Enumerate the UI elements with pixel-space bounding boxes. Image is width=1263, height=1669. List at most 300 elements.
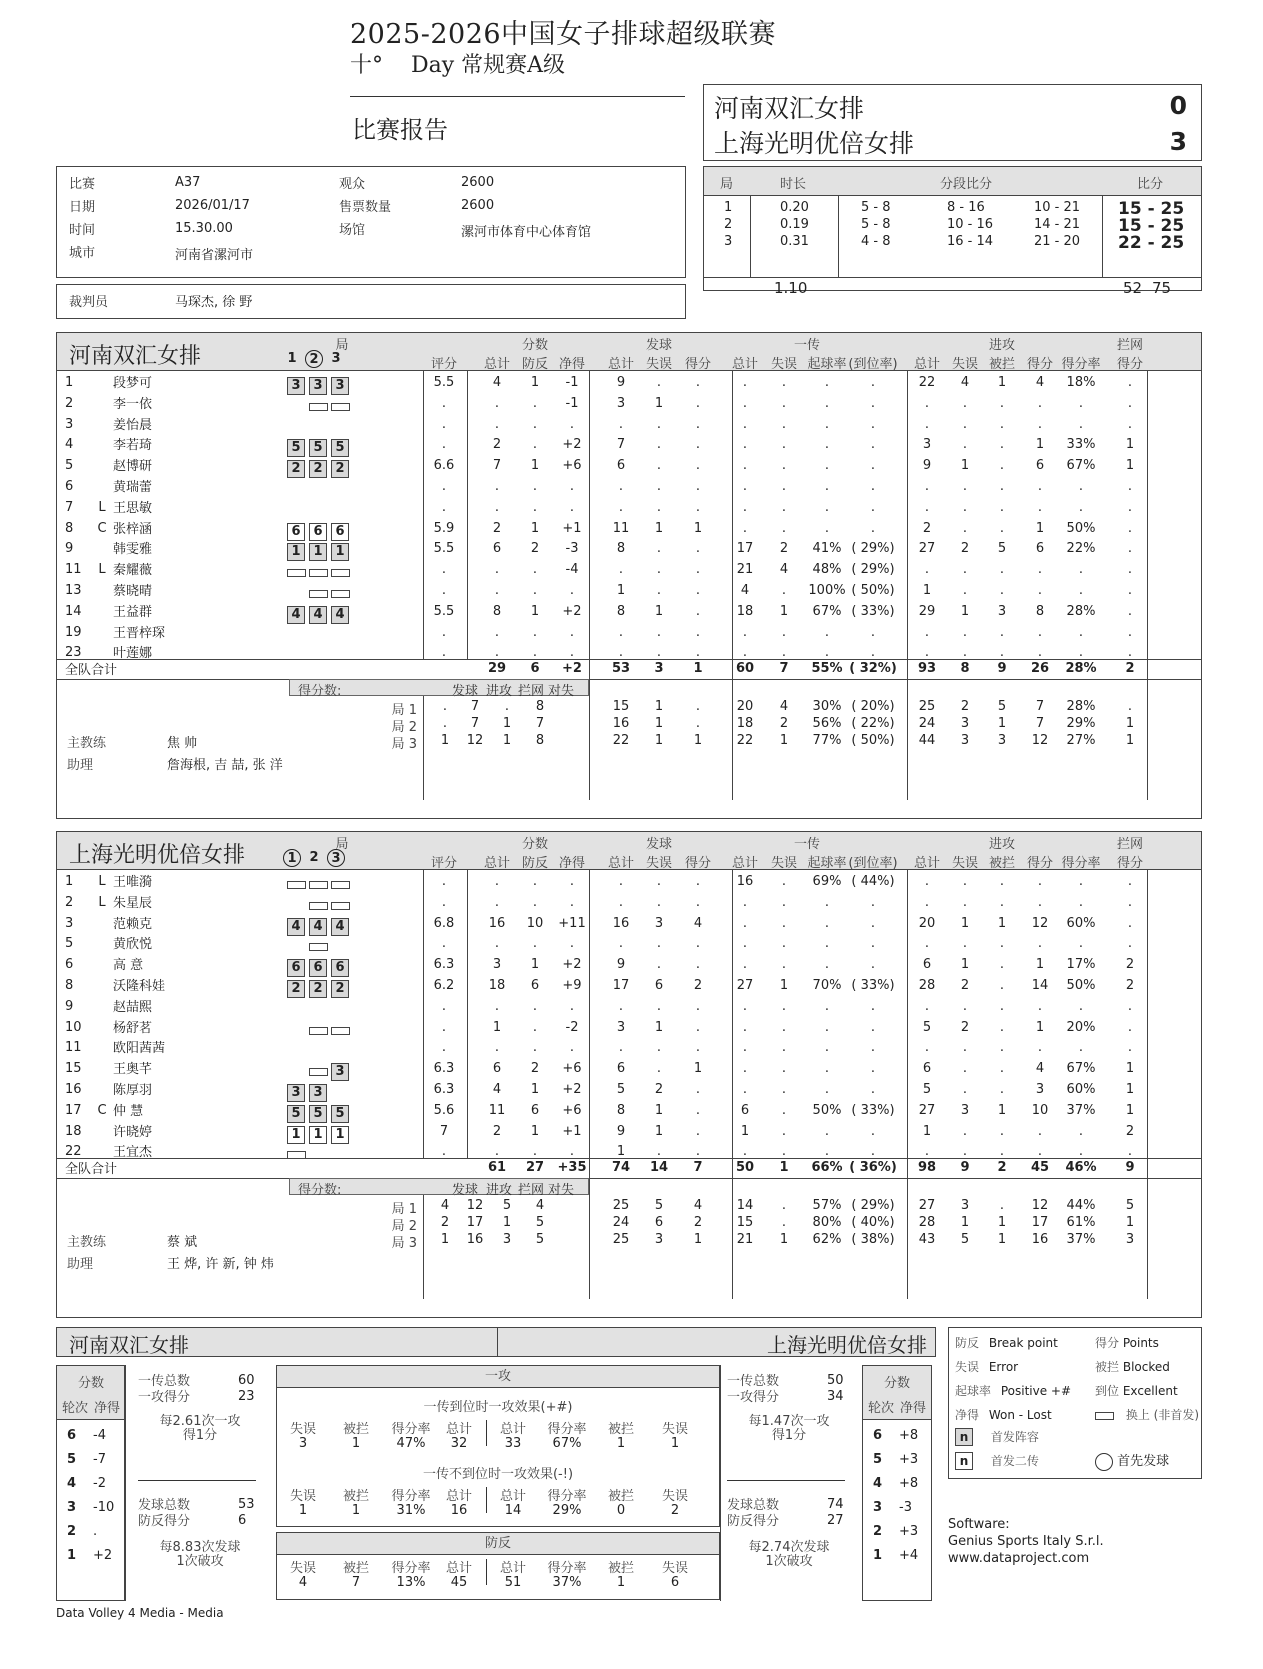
stat-pt: . bbox=[494, 416, 500, 432]
stat-value: 32 bbox=[450, 1436, 468, 1451]
col-header-atk-pct: 得分率 bbox=[1061, 856, 1101, 871]
col-header-rec-total: 总计 bbox=[731, 357, 758, 372]
stat-vote: . bbox=[441, 583, 447, 598]
stat-vote: . bbox=[441, 437, 447, 453]
stat-bp: 6 bbox=[530, 1102, 540, 1118]
sideout-ratio: 每1.47次一攻 bbox=[748, 1414, 830, 1429]
stat-rp: . bbox=[824, 520, 830, 536]
stat-bk: . bbox=[1127, 603, 1133, 619]
set-points-atk: 16 bbox=[466, 1232, 484, 1247]
stat-wl: +2 bbox=[562, 603, 582, 619]
efficiency-label: 发球总数 bbox=[138, 1498, 191, 1513]
stat-vote: . bbox=[441, 894, 447, 910]
stat-apc: . bbox=[1078, 1144, 1084, 1160]
stat-value: 1 bbox=[298, 1503, 308, 1518]
stat-wl: +9 bbox=[562, 978, 582, 993]
stat-ae: . bbox=[962, 894, 968, 910]
total-apc: 28% bbox=[1065, 661, 1097, 676]
stat-at: 5 bbox=[922, 1082, 932, 1097]
set-stat-ae: 3 bbox=[960, 1198, 970, 1213]
stat-ap: . bbox=[1037, 1123, 1043, 1139]
stat-rp: . bbox=[824, 1061, 830, 1077]
stat-bk: . bbox=[1127, 562, 1133, 578]
col-group-recv-group: 一传 bbox=[793, 338, 820, 353]
set-points-atk: 12 bbox=[466, 1198, 484, 1213]
stat-rp: 67% bbox=[812, 603, 842, 619]
totals-bottom-divider bbox=[57, 1178, 1201, 1179]
total-bp: 27 bbox=[525, 1160, 545, 1175]
player-name: 王奥芊 bbox=[113, 1062, 153, 1078]
stat-rx: . bbox=[870, 416, 876, 432]
stat-st: 3 bbox=[616, 1019, 626, 1035]
set-stat-rt: 18 bbox=[736, 716, 754, 731]
referee-label: 裁判员 bbox=[69, 295, 109, 310]
stat-vote: . bbox=[441, 936, 447, 952]
stat-sp: 1 bbox=[693, 520, 703, 536]
total-duration: 1.10 bbox=[774, 279, 808, 297]
stat-ae: . bbox=[962, 562, 968, 578]
head-coach-name: 焦 帅 bbox=[167, 736, 198, 751]
player-number: 3 bbox=[65, 416, 74, 432]
stat-rt: . bbox=[742, 957, 748, 973]
player-number: 22 bbox=[65, 1144, 82, 1160]
set-stat-st: 25 bbox=[612, 1232, 630, 1247]
efficiency-label: 一攻得分 bbox=[138, 1390, 191, 1405]
stat-ae: . bbox=[962, 520, 968, 536]
stat-apc: . bbox=[1078, 998, 1084, 1014]
stat-ae: 3 bbox=[960, 1102, 970, 1118]
sideout-ratio-2: 得1分 bbox=[182, 1428, 218, 1443]
stat-wl: . bbox=[569, 624, 575, 640]
stat-bk: . bbox=[1127, 894, 1133, 910]
col-header-rec-pos: 起球率 bbox=[807, 357, 847, 372]
stat-bk: . bbox=[1127, 915, 1133, 931]
sets-col-set: 局 bbox=[720, 177, 734, 192]
stat-se: 1 bbox=[654, 1019, 664, 1035]
stat-st: . bbox=[618, 416, 624, 432]
stat-value: 14 bbox=[504, 1503, 522, 1518]
set-p1: 4 - 8 bbox=[861, 234, 891, 249]
rotation-row bbox=[67, 1452, 122, 1467]
stat-ab: . bbox=[999, 437, 1005, 453]
stat-re: . bbox=[781, 624, 787, 640]
stat-bk: 1 bbox=[1125, 1082, 1135, 1097]
tickets-label: 售票数量 bbox=[339, 200, 392, 215]
stat-bp: . bbox=[532, 583, 538, 598]
stat-sp: . bbox=[695, 583, 701, 598]
rotation-number: 1 bbox=[873, 1548, 883, 1563]
total-rx: ( 32%) bbox=[849, 661, 897, 676]
set-points-opp: 5 bbox=[535, 1232, 545, 1247]
column-divider bbox=[907, 659, 908, 679]
stat-value: 1 bbox=[616, 1436, 626, 1451]
player-name: 高 意 bbox=[113, 958, 144, 974]
set-duration: 0.20 bbox=[780, 200, 809, 215]
stat-rt: . bbox=[742, 520, 748, 536]
stat-st: 1 bbox=[616, 583, 626, 598]
starting-position-box: 2 bbox=[309, 980, 327, 998]
stat-st: 16 bbox=[612, 915, 630, 931]
stat-col-label: 得分率 bbox=[391, 1489, 431, 1504]
set-breakdown-row bbox=[57, 1232, 1201, 1249]
stat-col-label: 失误 bbox=[289, 1489, 316, 1504]
set-stat-bk: 3 bbox=[1125, 1232, 1135, 1247]
set-stat-se: 5 bbox=[654, 1198, 664, 1213]
set-stat-apc: 28% bbox=[1066, 699, 1096, 714]
rotation-net: -10 bbox=[93, 1500, 115, 1515]
head-coach-name: 蔡 斌 bbox=[167, 1235, 198, 1250]
set-breakdown-row bbox=[57, 1215, 1201, 1232]
stat-vote: . bbox=[441, 416, 447, 432]
stat-value: 2 bbox=[670, 1503, 680, 1518]
stat-apc: . bbox=[1078, 1040, 1084, 1056]
stat-bk: . bbox=[1127, 520, 1133, 536]
points-by-opp: 对失 bbox=[548, 1183, 575, 1198]
stat-ab: . bbox=[999, 1061, 1005, 1077]
stat-at: . bbox=[924, 395, 930, 411]
stat-vote: 5.5 bbox=[433, 541, 455, 557]
substitute-icon bbox=[287, 569, 306, 577]
stat-ap: 12 bbox=[1031, 915, 1049, 931]
stat-value: 16 bbox=[450, 1503, 468, 1518]
player-name: 秦耀薇 bbox=[113, 563, 153, 579]
stat-rp: . bbox=[824, 624, 830, 640]
stat-ap: . bbox=[1037, 499, 1043, 515]
legend-blo-cn: 被拦 bbox=[1095, 1360, 1120, 1374]
set-score: 15 - 25 bbox=[1118, 199, 1185, 219]
stat-sp: . bbox=[695, 1040, 701, 1056]
stat-bk: . bbox=[1127, 541, 1133, 557]
player-name: 王思敏 bbox=[113, 500, 153, 516]
software-credit bbox=[948, 1516, 1104, 1567]
player-row bbox=[57, 396, 1201, 418]
substitute-icon bbox=[309, 1068, 328, 1076]
stat-st: 7 bbox=[616, 437, 626, 453]
set-score: 15 - 25 bbox=[1118, 216, 1185, 236]
stat-col-label: 得分率 bbox=[547, 1561, 587, 1576]
col-header-atk-err: 失误 bbox=[951, 357, 978, 372]
totals-bottom-divider bbox=[57, 679, 1201, 680]
stat-se: 1 bbox=[654, 395, 664, 411]
set-stat-ap: 7 bbox=[1035, 699, 1045, 714]
stat-pt: 7 bbox=[492, 458, 502, 474]
col-group-recv-group: 一传 bbox=[793, 837, 820, 852]
stat-vote: . bbox=[441, 1144, 447, 1160]
set-column-label: 局 bbox=[335, 837, 349, 852]
player-name: 王唯漪 bbox=[113, 875, 153, 890]
stat-re: . bbox=[781, 520, 787, 536]
match-label: 比赛 bbox=[69, 177, 96, 192]
stat-ab: 1 bbox=[997, 915, 1007, 931]
stat-ae: 1 bbox=[960, 458, 970, 474]
stat-apc: . bbox=[1078, 395, 1084, 411]
col-header-pts-bp: 防反 bbox=[521, 856, 548, 871]
referee-value: 马琛杰, 徐 野 bbox=[175, 295, 253, 310]
column-divider bbox=[1147, 659, 1148, 679]
stat-ae: . bbox=[962, 874, 968, 889]
set-number-3: 3 bbox=[327, 849, 345, 867]
stat-ab: . bbox=[999, 1082, 1005, 1097]
set-stat-ae: 3 bbox=[960, 716, 970, 731]
stat-bk: 2 bbox=[1125, 978, 1135, 993]
stat-ap: 14 bbox=[1031, 978, 1049, 993]
stat-rp: . bbox=[824, 499, 830, 515]
stat-ab: . bbox=[999, 499, 1005, 515]
stat-ab: . bbox=[999, 395, 1005, 411]
substitute-icon bbox=[331, 902, 350, 910]
stat-rx: ( 44%) bbox=[851, 874, 895, 889]
stat-ae: 1 bbox=[960, 957, 970, 973]
total-pt: 61 bbox=[487, 1160, 507, 1175]
stat-st: 8 bbox=[616, 603, 626, 619]
stat-at: . bbox=[924, 624, 930, 640]
player-row bbox=[57, 1040, 1201, 1062]
stat-sp: . bbox=[695, 375, 701, 390]
player-number: 9 bbox=[65, 998, 74, 1014]
stat-re: . bbox=[781, 1019, 787, 1035]
stat-ae: . bbox=[962, 1040, 968, 1056]
legend-pos-cn: 起球率 bbox=[955, 1384, 992, 1398]
set-breakdown-label: 局 1 bbox=[391, 1202, 417, 1217]
stat-apc: 18% bbox=[1066, 375, 1096, 390]
stat-ab: . bbox=[999, 936, 1005, 952]
starting-position-box: 6 bbox=[309, 959, 327, 977]
stat-rp: . bbox=[824, 416, 830, 432]
set-p1: 5 - 8 bbox=[861, 200, 891, 215]
stat-ab: . bbox=[999, 562, 1005, 578]
player-role-tag: L bbox=[98, 874, 106, 889]
stat-st: 3 bbox=[616, 395, 626, 411]
stat-ap: 3 bbox=[1035, 1082, 1045, 1097]
set-points-blk: 5 bbox=[502, 1198, 512, 1213]
stat-ap: 4 bbox=[1035, 375, 1045, 390]
set-stat-rp: 77% bbox=[812, 733, 842, 748]
stat-bk: . bbox=[1127, 874, 1133, 889]
stat-col-label: 总计 bbox=[445, 1489, 472, 1504]
team-header bbox=[57, 333, 1201, 371]
stat-st: 9 bbox=[616, 957, 626, 973]
stat-ab: . bbox=[999, 416, 1005, 432]
stat-wl: -1 bbox=[565, 395, 579, 411]
stat-at: 27 bbox=[918, 541, 936, 557]
team-name: 河南双汇女排 bbox=[69, 344, 202, 369]
stat-rp: . bbox=[824, 645, 830, 661]
col-header-srv-total: 总计 bbox=[607, 856, 634, 871]
total-points-home: 52 bbox=[1123, 279, 1143, 297]
assistant-names: 詹海根, 吉 喆, 张 洋 bbox=[167, 758, 283, 773]
date-value: 2026/01/17 bbox=[175, 198, 250, 213]
city-value: 河南省漯河市 bbox=[175, 248, 254, 263]
set-stat-ab: . bbox=[999, 1198, 1005, 1213]
stat-apc: . bbox=[1078, 624, 1084, 640]
stat-ap: . bbox=[1037, 936, 1043, 952]
stat-value: 1 bbox=[351, 1436, 361, 1451]
efficiency-divider bbox=[727, 1480, 845, 1481]
col-header-blk-pts: 得分 bbox=[1116, 357, 1143, 372]
stat-at: . bbox=[924, 499, 930, 515]
stat-value: 0 bbox=[616, 1503, 626, 1518]
footer-product: Data Volley 4 Media - Media bbox=[56, 1606, 224, 1620]
set-stat-sp: . bbox=[695, 699, 701, 714]
stat-value: 13% bbox=[396, 1575, 426, 1590]
efficiency-value: 50 bbox=[827, 1373, 844, 1388]
starting-position-box: 3 bbox=[309, 1084, 327, 1102]
stat-rt: . bbox=[742, 1082, 748, 1097]
stat-rt: . bbox=[742, 936, 748, 952]
set-set: 3 bbox=[724, 234, 733, 249]
legend-exc-en: Excellent bbox=[1122, 1384, 1178, 1398]
rotation-row bbox=[873, 1452, 928, 1467]
player-row bbox=[57, 874, 1201, 896]
starting-position-box: 3 bbox=[309, 377, 327, 395]
total-se: 14 bbox=[649, 1160, 669, 1175]
player-name: 杨舒茗 bbox=[113, 1020, 153, 1036]
stat-value: 7 bbox=[351, 1575, 361, 1590]
rotation-number: 1 bbox=[67, 1548, 77, 1563]
set-points-srv: 2 bbox=[440, 1215, 450, 1230]
player-row bbox=[57, 458, 1201, 480]
stat-re: . bbox=[781, 1123, 787, 1139]
stat-pt: . bbox=[494, 583, 500, 598]
stat-at: 22 bbox=[918, 375, 936, 390]
player-number: 13 bbox=[65, 583, 82, 598]
stat-rt: . bbox=[742, 416, 748, 432]
stat-pt: 3 bbox=[492, 957, 502, 973]
scoreboard-home-team: 河南双汇女排 bbox=[714, 94, 865, 123]
stat-rx: ( 29%) bbox=[851, 562, 895, 578]
stat-ap: 1 bbox=[1035, 437, 1045, 453]
legend-pos-en: Positive +# bbox=[1000, 1384, 1072, 1398]
substitute-icon bbox=[1095, 1412, 1114, 1420]
set-breakdown-row bbox=[57, 716, 1201, 733]
stat-ab: . bbox=[999, 458, 1005, 474]
stat-sp: . bbox=[695, 1102, 701, 1118]
column-divider bbox=[732, 1158, 733, 1178]
stat-wl: . bbox=[569, 583, 575, 598]
substitute-icon bbox=[309, 1027, 328, 1035]
stat-ab: 5 bbox=[997, 541, 1007, 557]
set-points-srv: 1 bbox=[440, 1232, 450, 1247]
stat-ab: 1 bbox=[997, 1102, 1007, 1118]
stat-vote: . bbox=[441, 874, 447, 889]
stat-rp: 50% bbox=[812, 1102, 842, 1118]
stat-re: . bbox=[781, 1061, 787, 1077]
total-ae: 9 bbox=[960, 1160, 970, 1175]
stat-vote: 6.3 bbox=[433, 1061, 455, 1077]
player-number: 4 bbox=[65, 437, 74, 453]
player-row bbox=[57, 1061, 1201, 1083]
stat-st: 8 bbox=[616, 1102, 626, 1118]
player-name: 王宜杰 bbox=[113, 1145, 153, 1161]
set-breakdown-row bbox=[57, 699, 1201, 716]
legend-wl-cn: 净得 bbox=[955, 1408, 980, 1422]
stat-value: 51 bbox=[504, 1575, 522, 1590]
set-stat-st: 22 bbox=[612, 733, 630, 748]
set-stat-ae: 5 bbox=[960, 1232, 970, 1247]
set-stat-st: 16 bbox=[612, 716, 630, 731]
stat-apc: . bbox=[1078, 894, 1084, 910]
player-name: 王晋梓琛 bbox=[113, 625, 166, 641]
stat-apc: 60% bbox=[1066, 915, 1096, 931]
stat-wl: -2 bbox=[565, 1019, 579, 1035]
player-row bbox=[57, 562, 1201, 584]
stat-se: . bbox=[656, 541, 662, 557]
stat-apc: . bbox=[1078, 1123, 1084, 1139]
sideout-header: 一攻 bbox=[277, 1366, 719, 1388]
stat-rx: . bbox=[870, 1061, 876, 1077]
sideout-ratio-2: 得1分 bbox=[771, 1428, 807, 1443]
player-row bbox=[57, 541, 1201, 563]
column-divider bbox=[907, 1158, 908, 1178]
set-points-atk: 7 bbox=[470, 699, 480, 714]
stat-vote: 5.6 bbox=[433, 1102, 455, 1118]
stat-at: . bbox=[924, 479, 930, 494]
player-name: 朱星辰 bbox=[113, 895, 153, 911]
stat-ap: . bbox=[1037, 479, 1043, 494]
set-points-opp: 5 bbox=[535, 1215, 545, 1230]
scoreboard-home-sets: 0 bbox=[1169, 91, 1187, 120]
legend-pts-cn: 得分 bbox=[1095, 1336, 1120, 1350]
player-number: 15 bbox=[65, 1061, 82, 1077]
total-at: 98 bbox=[917, 1160, 937, 1175]
set-stat-bk: 5 bbox=[1125, 1198, 1135, 1213]
stat-at: . bbox=[924, 936, 930, 952]
stat-rp: . bbox=[824, 375, 830, 390]
stat-sp: . bbox=[695, 894, 701, 910]
player-name: 张梓涵 bbox=[113, 521, 153, 537]
starting-position-box: 4 bbox=[331, 606, 349, 624]
stat-vote: 6.3 bbox=[433, 1082, 455, 1097]
set-stat-at: 27 bbox=[918, 1198, 936, 1213]
stat-rt: . bbox=[742, 395, 748, 411]
stat-vote: . bbox=[441, 624, 447, 640]
stat-bk: . bbox=[1127, 1040, 1133, 1056]
stat-rx: . bbox=[870, 915, 876, 931]
stat-rt: 21 bbox=[736, 562, 754, 578]
stat-sp: 1 bbox=[693, 1061, 703, 1077]
set-points-opp: 4 bbox=[535, 1198, 545, 1213]
stat-ae: . bbox=[962, 416, 968, 432]
player-number: 11 bbox=[65, 1040, 82, 1056]
stat-pt: . bbox=[494, 624, 500, 640]
stat-st: . bbox=[618, 624, 624, 640]
stat-rx: . bbox=[870, 1040, 876, 1056]
stat-rt: 6 bbox=[740, 1102, 750, 1118]
scoreboard-away-sets: 3 bbox=[1169, 127, 1187, 156]
set-stat-ap: 7 bbox=[1035, 716, 1045, 731]
player-number: 5 bbox=[65, 458, 74, 474]
rotation-col-rotation: 轮次 bbox=[61, 1401, 88, 1416]
stat-rt: . bbox=[742, 894, 748, 910]
stat-rt: . bbox=[742, 375, 748, 390]
stat-se: . bbox=[656, 437, 662, 453]
substitute-icon bbox=[309, 569, 328, 577]
starting-setter-icon: n bbox=[955, 1452, 973, 1470]
stat-ap: 1 bbox=[1035, 957, 1045, 973]
col-group-serve-group: 发球 bbox=[645, 338, 672, 353]
stat-pt: 8 bbox=[492, 603, 502, 619]
set-stat-at: 24 bbox=[918, 716, 936, 731]
rotation-row bbox=[873, 1524, 928, 1539]
set-stat-se: 6 bbox=[654, 1215, 664, 1230]
rotation-row bbox=[67, 1500, 122, 1515]
stat-apc: . bbox=[1078, 479, 1084, 494]
efficiency-label: 防反得分 bbox=[138, 1514, 191, 1529]
stat-wl: . bbox=[569, 894, 575, 910]
player-row bbox=[57, 500, 1201, 522]
set-number-2: 2 bbox=[309, 850, 319, 865]
player-number: 1 bbox=[65, 375, 74, 390]
